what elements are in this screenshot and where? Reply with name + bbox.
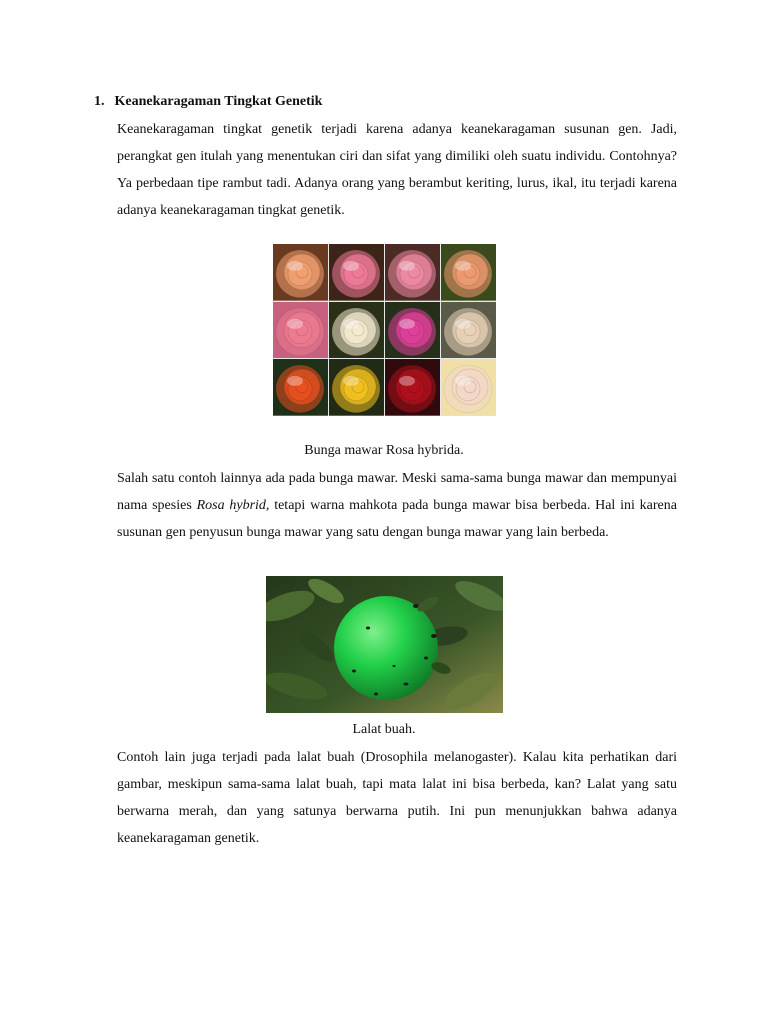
rose-image: [329, 302, 384, 359]
species-name-italic: Rosa hybrid,: [196, 498, 270, 513]
paragraph-rose-text-1: Salah satu contoh lainnya ada pada bunga mawar. Meski sama-sama bunga mawar dan mempunyai nama spesies: [117, 471, 677, 513]
rose-photo-grid: [273, 244, 496, 416]
rose-photo: [329, 244, 384, 301]
paragraph-fruit-fly-example: Contoh lain juga terjadi pada lalat buah (Drosophila melanogaster). Kalau kita perhatikan dari gambar, meskipun sama-sama lalat buah, tapi mata lalat ini bisa berbeda, kan? Lalat yang satu berwarna merah, dan yang satunya berwarna putih. Ini pun menunjukkan bahwa adanya keanekaragaman genetik.: [117, 750, 677, 846]
rose-image: [441, 302, 496, 359]
rose-photo: [441, 302, 496, 359]
rose-photo: [329, 302, 384, 359]
fruit-fly-trap-image: [266, 576, 503, 713]
rose-photo: [385, 359, 440, 416]
rose-figure-caption: Bunga mawar Rosa hybrida.: [304, 443, 464, 458]
rose-image: [329, 359, 384, 416]
rose-photo: [273, 302, 328, 359]
rose-image: [385, 359, 440, 416]
section-title: Keanekaragaman Tingkat Genetik: [114, 94, 323, 109]
fruit-fly-trap-photo: [266, 576, 503, 713]
rose-image: [441, 244, 496, 301]
rose-image: [273, 302, 328, 359]
rose-photo: [385, 244, 440, 301]
paragraph-rose-example: [117, 465, 677, 546]
rose-photo: [441, 244, 496, 301]
rose-photo: [329, 359, 384, 416]
rose-image: [385, 244, 440, 301]
rose-photo: [273, 244, 328, 301]
rose-image: [273, 244, 328, 301]
rose-photo: [385, 302, 440, 359]
rose-photo: [441, 359, 496, 416]
rose-image: [273, 359, 328, 416]
rose-image: [441, 359, 496, 416]
section-heading: [94, 92, 322, 112]
paragraph-genetic-intro: Keanekaragaman tingkat genetik terjadi karena adanya keanekaragaman susunan gen. Jadi, perangkat gen itulah yang menentukan ciri dan sifat yang dimiliki oleh suatu individu. Contohnya? Ya perbedaan tipe rambut tadi. Adanya orang yang berambut keriting, lurus, ikal, itu terjadi karena adanya keanekaragaman tingkat genetik.: [117, 122, 677, 218]
section-number: 1.: [94, 94, 105, 109]
rose-image: [329, 244, 384, 301]
rose-image: [385, 302, 440, 359]
paragraph-rose-text-2: tetapi warna mahkota pada bunga mawar bisa berbeda. Hal ini karena susunan gen penyusun bunga mawar yang satu dengan bunga mawar yang lain berbeda.: [117, 498, 677, 540]
fly-figure-caption: Lalat buah.: [352, 722, 416, 737]
rose-photo: [273, 359, 328, 416]
